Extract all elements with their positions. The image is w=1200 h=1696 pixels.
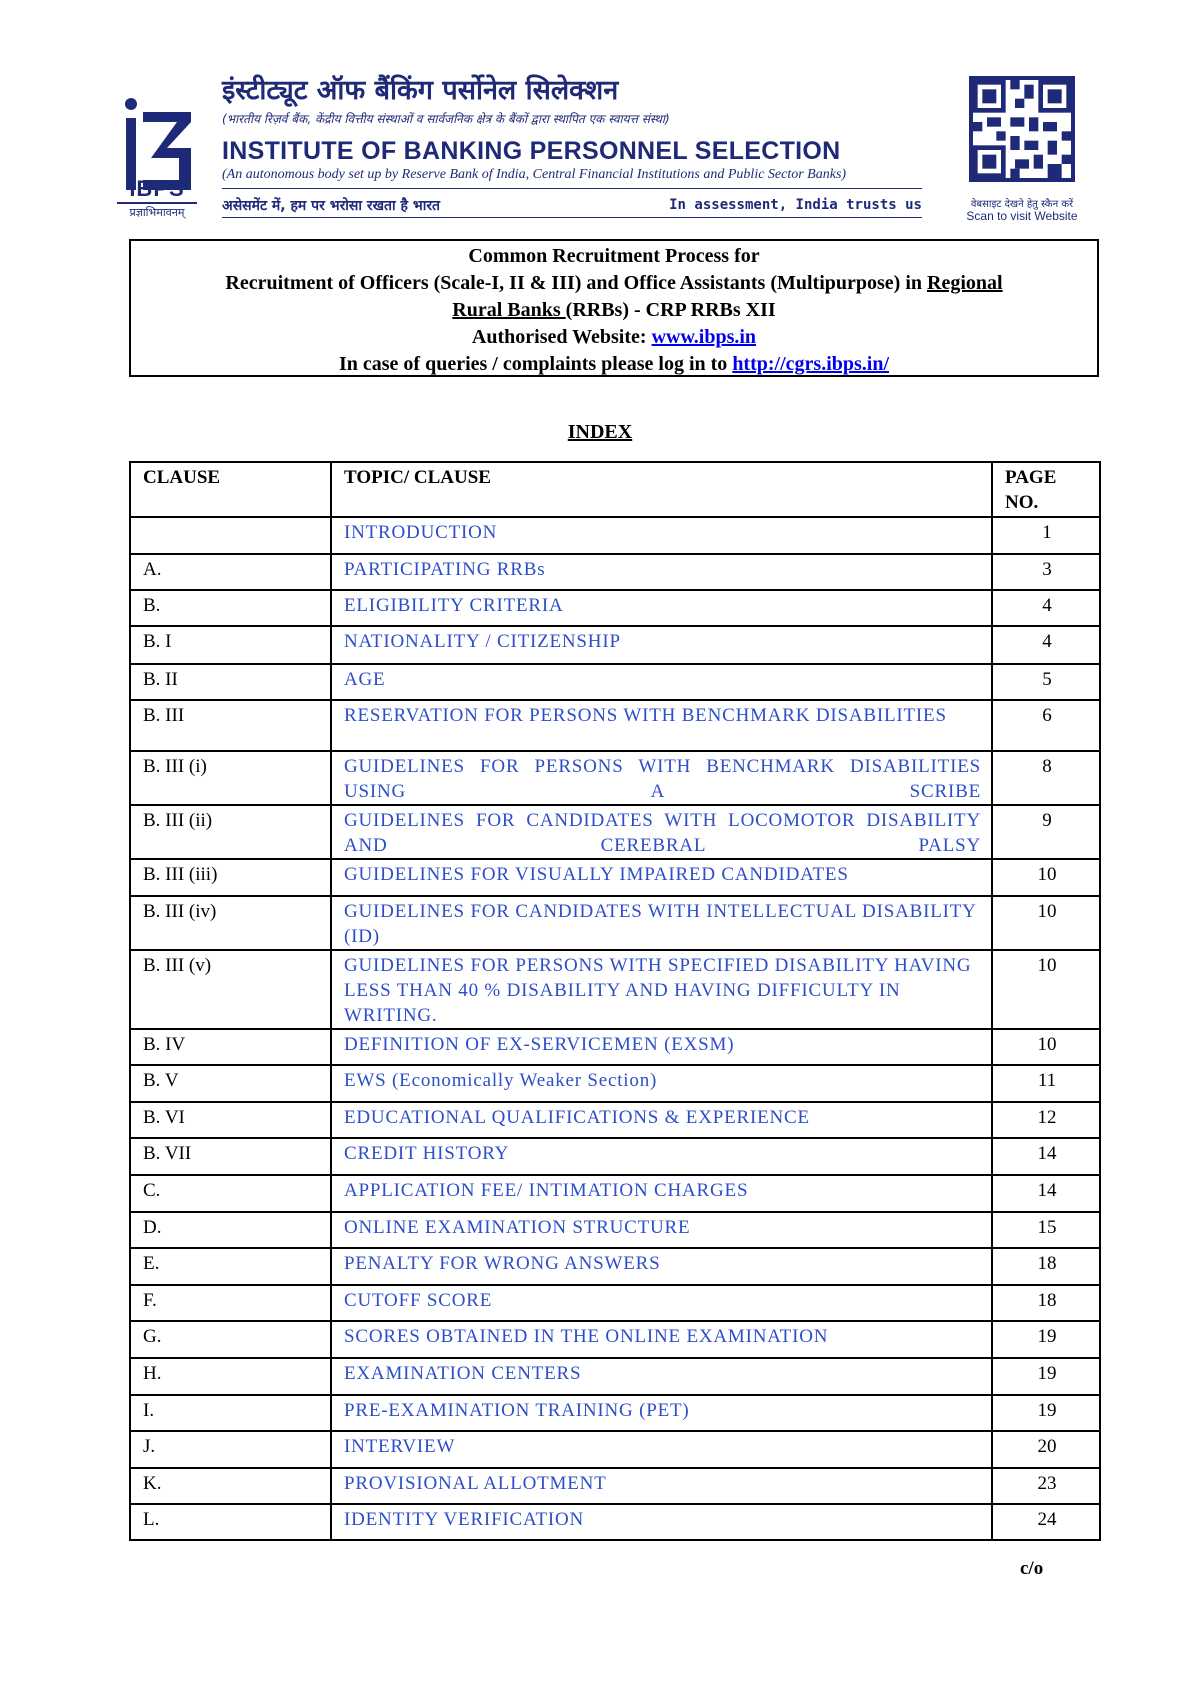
index-page-number: 15 bbox=[992, 1212, 1100, 1248]
index-clause bbox=[130, 517, 331, 554]
index-row bbox=[130, 1175, 1100, 1212]
index-clause: B. I bbox=[130, 626, 331, 664]
index-topic-link[interactable]: GUIDELINES FOR CANDIDATES WITH LOCOMOTOR DISABILITY AND CEREBRAL PALSY bbox=[331, 805, 992, 859]
index-clause: B. III (ii) bbox=[130, 805, 331, 859]
index-clause: G. bbox=[130, 1321, 331, 1358]
index-clause: B. III (iii) bbox=[130, 859, 331, 896]
index-page-number: 19 bbox=[992, 1395, 1100, 1431]
info-line-1: Common Recruitment Process for bbox=[468, 245, 760, 267]
page-header: PAGE NO. bbox=[992, 462, 1100, 517]
index-page-number: 10 bbox=[992, 1029, 1100, 1065]
index-page-number: 9 bbox=[992, 805, 1100, 859]
index-page-number: 14 bbox=[992, 1175, 1100, 1212]
qr-hindi-caption: वेबसाइट देखने हेतु स्कैन करें bbox=[970, 199, 1074, 210]
index-topic-link[interactable]: CREDIT HISTORY bbox=[331, 1138, 992, 1175]
info-line-2-underlined: Regional bbox=[927, 272, 1003, 294]
index-topic-link[interactable]: GUIDELINES FOR PERSONS WITH BENCHMARK DISABILITIES USING A SCRIBE bbox=[331, 751, 992, 805]
index-topic-link[interactable]: PENALTY FOR WRONG ANSWERS bbox=[331, 1248, 992, 1285]
index-clause: J. bbox=[130, 1431, 331, 1468]
index-row bbox=[130, 1321, 1100, 1358]
index-table bbox=[129, 461, 1101, 1541]
header-divider bbox=[222, 188, 922, 189]
index-row bbox=[130, 1395, 1100, 1431]
index-row bbox=[130, 590, 1100, 626]
index-page-number: 5 bbox=[992, 664, 1100, 700]
index-page-number: 10 bbox=[992, 896, 1100, 950]
qr-caption: Scan to visit Website bbox=[966, 209, 1078, 223]
institute-subtitle: (An autonomous body set up by Reserve Bank of India, Central Financial Institutions and Public Sector Banks) bbox=[222, 167, 847, 182]
website-link[interactable]: www.ibps.in bbox=[651, 326, 757, 348]
queries-label: In case of queries / complaints please log in to bbox=[338, 353, 733, 375]
qr-pattern bbox=[973, 80, 1071, 178]
index-topic-link[interactable]: GUIDELINES FOR VISUALLY IMPAIRED CANDIDATES bbox=[331, 859, 992, 896]
index-topic-link[interactable]: EXAMINATION CENTERS bbox=[331, 1358, 992, 1395]
header-divider-bottom bbox=[222, 217, 922, 218]
index-topic-link[interactable]: PARTICIPATING RRBs bbox=[331, 554, 992, 590]
index-row bbox=[130, 896, 1100, 950]
info-line-3-text: (RRBs) - CRP RRBs XII bbox=[565, 299, 776, 321]
info-line-3 bbox=[131, 297, 1097, 324]
qr-code-icon[interactable] bbox=[969, 76, 1075, 182]
index-clause: B. bbox=[130, 590, 331, 626]
tagline-english: In assessment, India trusts us bbox=[669, 197, 922, 213]
index-page-number: 19 bbox=[992, 1321, 1100, 1358]
index-page-number: 4 bbox=[992, 626, 1100, 664]
tagline-hindi: असेसमेंट में, हम पर भरोसा रखता है भारत bbox=[222, 198, 441, 214]
index-row bbox=[130, 751, 1100, 805]
index-page-number: 18 bbox=[992, 1248, 1100, 1285]
index-clause: D. bbox=[130, 1212, 331, 1248]
info-line-2-text: Recruitment of Officers (Scale-I, II & III) and Office Assistants (Multipurpose) in bbox=[225, 272, 928, 294]
index-page-number: 1 bbox=[992, 517, 1100, 554]
index-clause: H. bbox=[130, 1358, 331, 1395]
index-row bbox=[130, 950, 1100, 1029]
index-clause: L. bbox=[130, 1504, 331, 1540]
index-topic-link[interactable]: GUIDELINES FOR PERSONS WITH SPECIFIED DISABILITY HAVING LESS THAN 40 % DISABILITY AND HAVING DIFFICULTY IN WRITING. bbox=[331, 950, 992, 1029]
index-row bbox=[130, 1102, 1100, 1138]
index-clause: I. bbox=[130, 1395, 331, 1431]
website-label: Authorised Website: bbox=[471, 326, 652, 348]
logo-hindi-motto: प्रज्ञाभिमावनम् bbox=[117, 202, 197, 220]
index-topic-link[interactable]: GUIDELINES FOR CANDIDATES WITH INTELLECTUAL DISABILITY (ID) bbox=[331, 896, 992, 950]
index-body bbox=[130, 517, 1100, 1540]
topic-header: TOPIC/ CLAUSE bbox=[331, 462, 992, 517]
index-clause: F. bbox=[130, 1285, 331, 1321]
index-clause: B. III (v) bbox=[130, 950, 331, 1029]
index-row bbox=[130, 1504, 1100, 1540]
index-topic-link[interactable]: NATIONALITY / CITIZENSHIP bbox=[331, 626, 992, 664]
index-row bbox=[130, 1138, 1100, 1175]
index-topic-link[interactable]: CUTOFF SCORE bbox=[331, 1285, 992, 1321]
clause-header: CLAUSE bbox=[130, 462, 331, 517]
info-line-5 bbox=[131, 351, 1097, 378]
recruitment-info-box bbox=[129, 239, 1099, 377]
index-row bbox=[130, 554, 1100, 590]
index-topic-link[interactable]: DEFINITION OF EX-SERVICEMEN (EXSM) bbox=[331, 1029, 992, 1065]
index-page-number: 10 bbox=[992, 859, 1100, 896]
index-topic-link[interactable]: ONLINE EXAMINATION STRUCTURE bbox=[331, 1212, 992, 1248]
index-page-number: 12 bbox=[992, 1102, 1100, 1138]
index-clause: B. VII bbox=[130, 1138, 331, 1175]
hindi-institute-title: इंस्टीट्यूट ऑफ बैंकिंग पर्सोनेल सिलेक्शन bbox=[222, 75, 619, 106]
index-topic-link[interactable]: RESERVATION FOR PERSONS WITH BENCHMARK DISABILITIES bbox=[331, 700, 992, 751]
index-topic-link[interactable]: APPLICATION FEE/ INTIMATION CHARGES bbox=[331, 1175, 992, 1212]
index-page-number: 4 bbox=[992, 590, 1100, 626]
index-clause: B. VI bbox=[130, 1102, 331, 1138]
index-page-number: 20 bbox=[992, 1431, 1100, 1468]
index-clause: B. IV bbox=[130, 1029, 331, 1065]
index-topic-link[interactable]: INTERVIEW bbox=[331, 1431, 992, 1468]
index-topic-link[interactable]: IDENTITY VERIFICATION bbox=[331, 1504, 992, 1540]
index-row bbox=[130, 700, 1100, 751]
index-row bbox=[130, 1029, 1100, 1065]
continued-marker: c/o bbox=[1020, 1558, 1044, 1579]
index-topic-link[interactable]: AGE bbox=[331, 664, 992, 700]
index-row bbox=[130, 1065, 1100, 1102]
index-row bbox=[130, 1285, 1100, 1321]
grievance-link[interactable]: http://cgrs.ibps.in/ bbox=[732, 353, 890, 375]
index-topic-link[interactable]: EWS (Economically Weaker Section) bbox=[331, 1065, 992, 1102]
index-topic-link[interactable]: EDUCATIONAL QUALIFICATIONS & EXPERIENCE bbox=[331, 1102, 992, 1138]
index-row bbox=[130, 517, 1100, 554]
index-page-number: 14 bbox=[992, 1138, 1100, 1175]
index-row bbox=[130, 1248, 1100, 1285]
index-clause: B. III (i) bbox=[130, 751, 331, 805]
logo-text: IBPS bbox=[129, 176, 185, 201]
index-row bbox=[130, 1212, 1100, 1248]
index-page-number: 8 bbox=[992, 751, 1100, 805]
index-row bbox=[130, 1358, 1100, 1395]
index-topic-link[interactable]: INTRODUCTION bbox=[331, 517, 992, 554]
hindi-subtitle: (भारतीय रिज़र्व बैंक, केंद्रीय वित्तीय संस्थाओं व सार्वजनिक क्षेत्र के बैंकों द्वारा स्थापित एक स्वायत्त संस्था) bbox=[222, 112, 670, 126]
index-topic-link[interactable]: PROVISIONAL ALLOTMENT bbox=[331, 1468, 992, 1504]
index-clause: B. III bbox=[130, 700, 331, 751]
index-topic-link[interactable]: ELIGIBILITY CRITERIA bbox=[331, 590, 992, 626]
info-line-2 bbox=[131, 270, 1097, 297]
index-clause: B. V bbox=[130, 1065, 331, 1102]
index-clause: B. II bbox=[130, 664, 331, 700]
index-page-number: 24 bbox=[992, 1504, 1100, 1540]
index-page-number: 23 bbox=[992, 1468, 1100, 1504]
index-clause: K. bbox=[130, 1468, 331, 1504]
index-clause: B. III (iv) bbox=[130, 896, 331, 950]
index-clause: E. bbox=[130, 1248, 331, 1285]
index-header-row bbox=[130, 462, 1100, 517]
index-topic-link[interactable]: SCORES OBTAINED IN THE ONLINE EXAMINATION bbox=[331, 1321, 992, 1358]
index-clause: C. bbox=[130, 1175, 331, 1212]
index-row bbox=[130, 805, 1100, 859]
institute-title: INSTITUTE OF BANKING PERSONNEL SELECTION bbox=[222, 137, 841, 165]
index-row bbox=[130, 1431, 1100, 1468]
info-line-4 bbox=[131, 324, 1097, 351]
index-topic-link[interactable]: PRE-EXAMINATION TRAINING (PET) bbox=[331, 1395, 992, 1431]
index-page-number: 18 bbox=[992, 1285, 1100, 1321]
index-clause: A. bbox=[130, 554, 331, 590]
index-page-number: 19 bbox=[992, 1358, 1100, 1395]
index-row bbox=[130, 1468, 1100, 1504]
index-page-number: 3 bbox=[992, 554, 1100, 590]
index-page-number: 10 bbox=[992, 950, 1100, 1029]
index-row bbox=[130, 859, 1100, 896]
index-row bbox=[130, 626, 1100, 664]
index-row bbox=[130, 664, 1100, 700]
index-page-number: 11 bbox=[992, 1065, 1100, 1102]
index-title: INDEX bbox=[567, 421, 633, 443]
info-line-3-underlined: Rural Banks bbox=[452, 299, 566, 321]
index-page-number: 6 bbox=[992, 700, 1100, 751]
